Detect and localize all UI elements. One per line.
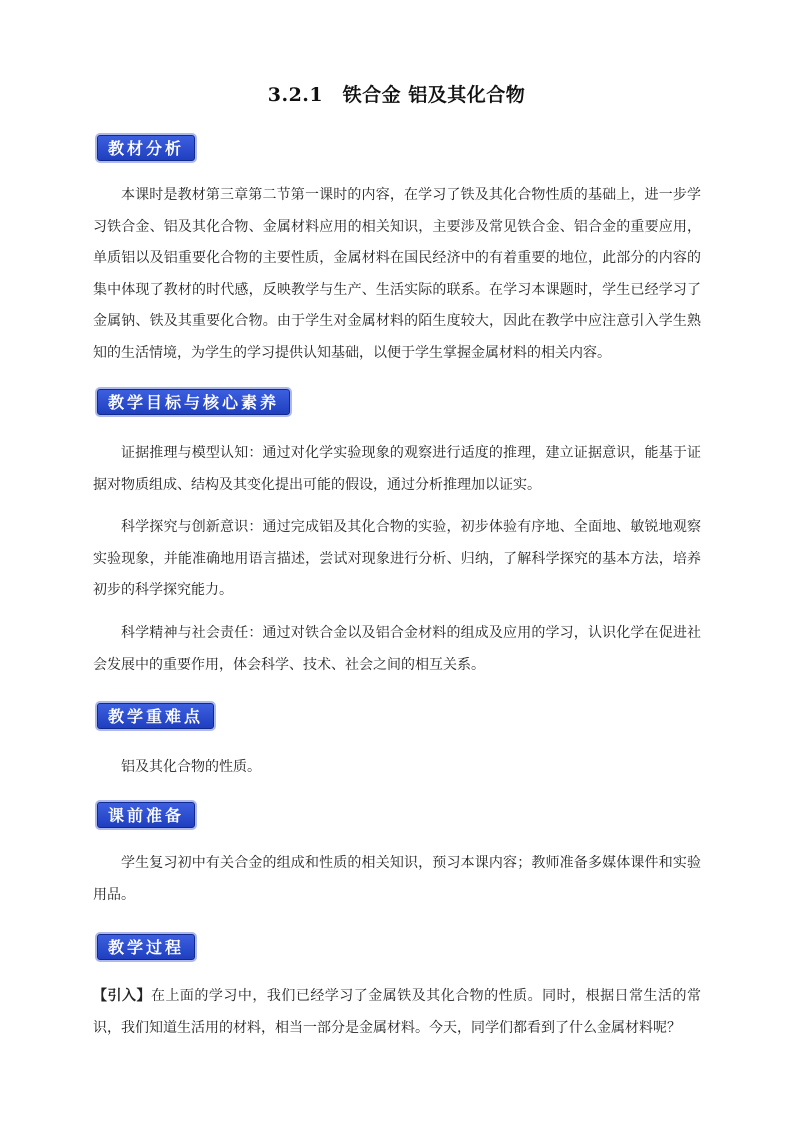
paragraph-preparation: 学生复习初中有关合金的组成和性质的相关知识，预习本课内容；教师准备多媒体课件和实验用品。 [93, 855, 701, 903]
paragraph-goal-inquiry: 科学探究与创新意识：通过完成铝及其化合物的实验，初步体验有序地、全面地、敏锐地观察实验现象，并能准确地用语言描述，尝试对现象进行分析、归纳，了解科学探究的基本方法，培养初步的科学探究能力。 [93, 519, 701, 598]
paragraph-goal-evidence: 证据推理与模型认知：通过对化学实验现象的观察进行适度的推理，建立证据意识，能基于证据对物质组成、结构及其变化提出可能的假设，通过分析推理加以证实。 [93, 445, 701, 493]
paragraph-key-points: 铝及其化合物的性质。 [121, 759, 261, 775]
introduction-text: 在上面的学习中，我们已经学习了金属铁及其化合物的性质。同时，根据日常生活的常识，我们知道生活用的材料，相当一部分是金属材料。今天，同学们都看到了什么金属材料呢？ [93, 988, 701, 1036]
paragraph-textbook-analysis: 本课时是教材第三章第二节第一课时的内容，在学习了铁及其化合物性质的基础上，进一步学习铁合金、铝及其化合物、金属材料应用的相关知识，主要涉及常见铁合金、铝合金的重要应用，单质铝以及铝重要化合物的主要性质，金属材料在国民经济中的有着重要的地位，此部分的内容的集中体现了教材的时代感，反映教学与生产、生活实际的联系。在学习本课题时，学生已经学习了金属钠、铁及其重要化合物。由于学生对金属材料的陌生度较大，因此在教学中应注意引入学生熟知的生活情境，为学生的学习提供认知基础，以便于学生掌握金属材料的相关内容。 [93, 187, 701, 361]
paragraph-goal-responsibility: 科学精神与社会责任：通过对铁合金以及铝合金材料的组成及应用的学习，认识化学在促进社会发展中的重要作用，体会科学、技术、社会之间的相互关系。 [93, 625, 701, 673]
section-heading-preparation: 课前准备 [97, 802, 195, 828]
section-heading-textbook-analysis: 教材分析 [97, 135, 195, 161]
introduction-tag: 【引入】 [93, 988, 151, 1004]
section-heading-teaching-process: 教学过程 [97, 934, 195, 960]
document-title: 3.2.1 铁合金 铝及其化合物 [267, 84, 526, 106]
section-heading-key-points: 教学重难点 [97, 703, 214, 729]
paragraph-introduction [93, 981, 701, 1044]
section-heading-teaching-goals: 教学目标与核心素养 [97, 389, 290, 415]
